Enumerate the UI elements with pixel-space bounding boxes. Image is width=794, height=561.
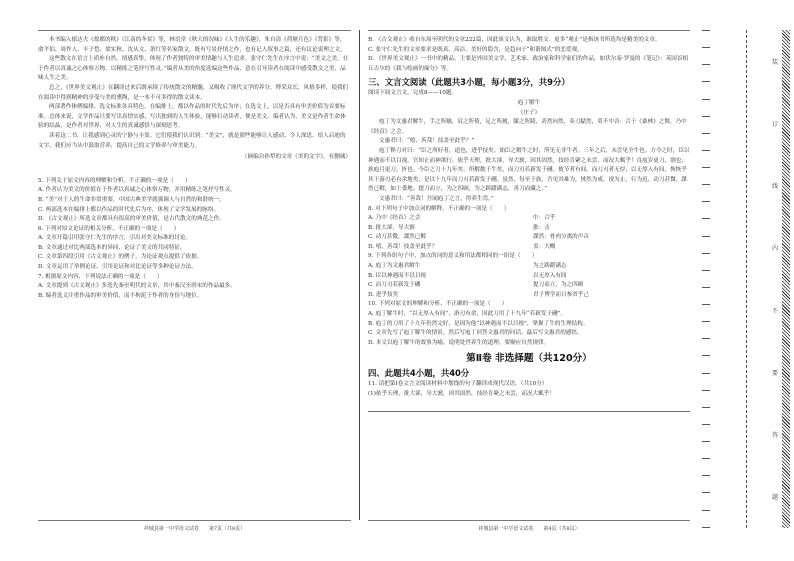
section-heading: 四、此题共4小题，共40分 [368, 368, 470, 379]
question-option: D. 文章运用了举例论证、引用论证和对比论证等多种论证方法。 [38, 264, 197, 271]
question-option: D. 《古文观止》所选文章都具有很高的审美价值，是古代散文的典范之作。 [38, 216, 225, 223]
binding-cut-line [746, 30, 747, 528]
question-stem: 10. 下列对原文的理解和分析，不正确的一项是（ ） [368, 301, 508, 308]
binding-mark: 订 [771, 120, 778, 128]
question-stem: 9. 下列各组句子中，加点的词的意义和用法都相同的一组是（ ） [368, 253, 538, 260]
q8-option: B. 批大郤，导大窾 [368, 224, 415, 231]
q9-pair: 提刀而立，为之四顾 [533, 282, 584, 289]
question-stem: 8. 对下列句子中加点词的解释，不正确的一项是（ ） [368, 205, 510, 212]
reading-paragraph: 读着这二书，让我感到心灵的宁静与丰盈。它们使我们认识到：“美文”，就是那些能够让人感动、令人深思、给人启迪的文字，我们应当从中汲取营养，提高自己的文学修养与审美能力。 [38, 132, 346, 149]
passage-paragraph: 庖丁为文惠君解牛，手之所触，肩之所倚，足之所履，膝之所踦，砉然向然，奏刀騞然，莫不中音：合于《桑林》之舞，乃中《经首》之会。 [368, 119, 687, 135]
q8-options [368, 214, 690, 252]
question-option: D. 本文以庖丁解牛的故事为喻，说明处世养生的道理，要顺应自然规律。 [368, 339, 550, 346]
margin-ticks [702, 30, 714, 528]
answer-line[interactable] [368, 402, 690, 412]
question-option: B. 庖丁的刀用了十九年仍然完好，是因为他“以神遇而不以目视”，掌握了牛的生理结构。 [368, 320, 589, 327]
binding-mark: 要 [771, 369, 778, 377]
bottom-rule-right [368, 520, 690, 521]
q9-option: C. 而刀刃若新发于硎 [368, 282, 421, 289]
part-two-title: 第Ⅱ卷 非选择题（共120分） [466, 353, 592, 365]
q8-option: C. 动刀甚微，謋然已解 [368, 234, 426, 241]
question-option: B. 文章通过对比两部选本的异同，论证了美文的共同特征。 [38, 244, 186, 251]
q8-option: A. 乃中《经首》之会 [368, 215, 421, 222]
q9-option: D. 进乎技矣 [368, 291, 399, 298]
top-rule-right [368, 30, 690, 31]
binding-mark: 内 [771, 245, 778, 253]
q8-option: D. 嘻，善哉！技盖至此乎？ [368, 243, 438, 250]
q9-option: A. 庖丁为文惠君解牛 [368, 263, 421, 270]
footer-left: 祥城县第一中学语文试卷 第7页（共8页） [143, 526, 246, 532]
passage-paragraph: 文惠君曰：“嘻，善哉！技盖至此乎？” [379, 138, 475, 145]
passage-author: 《庄子》 [517, 109, 541, 116]
question-option: A. 文章开篇引用张守仁先生的序言，引出对美文标准的讨论。 [38, 235, 192, 242]
question-option: A. 庖丁解牛时，“以无厚入有间”，游刃有余，因此刀用了十九年“若新发于硎”。 [368, 311, 567, 318]
bottom-rule-left [38, 520, 351, 521]
q9-pair: 君子博学而日参省乎己 [533, 291, 589, 298]
reading-paragraph: 本书编入郁达夫《故都的秋》《江南的冬景》等，林语堂《秋天的况味》《人生的乐趣》，朱自清《荷塘月色》《背影》等，俞平伯、周作人、丰子恺、梁实秋、沈从文、萧红等名家散文，既有写景抒情之作，也有记人叙事之篇，还有议论说理之文。 [38, 37, 346, 53]
question-stem: 11. 请把第Ⅰ卷文言文阅读材料中划线的句子翻译成现代汉语。（共10分） [368, 381, 548, 388]
binding-mark: 不 [771, 307, 778, 315]
passage-paragraph: 庖丁释刀对曰：“臣之所好者，道也，进乎技矣。始臣之解牛之时，所见无非牛者。三年之后，未尝见全牛也。方今之时，臣以神遇而不以目视，官知止而神欲行。依乎天理，批大郤，导大窾，因其固然，技经肯綮之未尝，而况大軱乎！良庖岁更刀，割也；族庖月更刀，折也。今臣之刀十九年矣，所解数千牛矣，而刀刃若新发于硎。彼节者有间，而刀刃者无厚；以无厚入有间，恢恢乎其于游刃必有余地矣，是以十九年而刀刃若新发于硎。虽然，每至于族，吾见其难为，怵然为戒，视为止，行为迟。动刀甚微，謋然已解，如土委地。提刀而立，为之四顾，为之踌躇满志，善刀而藏之。” [368, 147, 690, 193]
q9-option: B. 臣以神遇而不以目视 [368, 272, 427, 279]
binding-mark: 答 [771, 432, 778, 440]
question-option: C. 两部选本在编排上都以作品的时代先后为序，体现了文学发展的脉络。 [38, 206, 220, 213]
binding-mark: 线 [771, 183, 778, 191]
reading-paragraph: 这些散文在语言上质朴自然，情感真挚，体现了作者独特的审美情趣与人生追求。张守仁先生在序言中说：“美文之美，在于作者以真诚之心体察万物，以精练之笔抒写性灵。”编者从美的角度选编这些作品，意在引导读者在阅读中感受散文之美、品味人生之美。 [38, 56, 349, 82]
q8-gloss: 批：击 [533, 224, 550, 231]
question-option: D. 《世界美文观止》一书中的精品，主要是外国美文学、艺术家、政治家和科学家们的作品，如伏尔泰·罗曼的《笔记》：英国首相丘吉尔的《我与绘画的缘分》等。 [368, 56, 689, 72]
section-heading: 三、文言文阅读（此题共3小题，每小题3分，共9分） [368, 77, 570, 88]
question-option: B. “美”对于人的生命非常重要，中国古典美学就强调人与自然的和谐统一。 [38, 196, 225, 203]
question-option: C. 文章第四段引用《古文观止》的例子，为论证观点提供了依据。 [38, 254, 203, 261]
question-subitem: (1)依乎天理，批大郤，导大窾，因其固然，技经肯綮之未尝，而况大軱乎！ [368, 391, 555, 397]
source-note: （摘编自孙犁的文章《美的文字》，有删减） [241, 154, 351, 161]
question-option: A. 文章提到《古文观止》多选先秦至明代的文章，其中秦汉至唐宋的作品最多。 [38, 283, 236, 290]
question-option: B. 《古文观止》收自东周至明代的文章222篇，因此该文认为，谁取胜文。更多“观止”是指该书所选均是精美的文章。 [368, 37, 661, 43]
reading-paragraph: 两部著作体例编排、选文标准各具特色。在编排上，都以作品的时代先后为序；在选文上，以是否具有审美价值为首要标准。总体来说，文学作品只要写出真情实感、写出独到的人生体验，能够打动读者，便是美文。编者认为，美文是作者生命体验的结晶，是作者对世界、对人生的真诚感悟与深刻思考。 [38, 104, 346, 130]
q9-options [368, 262, 690, 300]
q8-gloss: 盖：大概 [533, 243, 556, 250]
column-divider [359, 30, 360, 520]
binding-mark: 题 [771, 494, 778, 502]
question-option: C. 张守仁先生的文章要求是既真、高洁、美好的隐含，是趋向于“和谐图式”的恋爱观。 [368, 46, 583, 53]
section-instruction: 阅读下面文言文，完成8——10题。 [368, 90, 457, 97]
right-column [368, 36, 690, 414]
question-option: A. 作者认为美文的价值在于作者以真诚之心体察万物，并用精练之笔抒写性灵。 [38, 187, 236, 194]
left-column [38, 36, 351, 301]
binding-hatch-strip [782, 30, 790, 528]
passage-paragraph: 文惠君曰：“善哉！吾闻庖丁之言，得养生焉。” [379, 195, 494, 202]
question-stem: 6. 下列对原文论证的相关分析，不正确的一项是（ ） [38, 225, 180, 232]
binding-mark: 装 [771, 58, 778, 66]
question-option: B. 编者选文注重作品的审美价值，而不拘泥于作者的身份与地位。 [38, 292, 203, 299]
q8-gloss: 中：合乎 [533, 215, 556, 222]
footer-right: 祥城县第一中学语文试卷 第4页（共8页） [478, 526, 580, 532]
reading-paragraph: 总之，《世界美文观止》在翻译过来后既承续了传统散文的精髓，又吸收了现代文学的养分，博采众长，风格多样，使我们在阅读中得到精神的享受与美的熏陶，是一本不可多得的散文读本。 [38, 84, 349, 101]
q9-pair: 为之踌躇满志 [533, 263, 567, 270]
q9-pair: 以无厚入有间 [533, 272, 567, 279]
q8-gloss: 謋然：骨肉分离的声音 [533, 234, 589, 241]
top-rule-left [38, 30, 351, 31]
question-stem: 5. 下列关于原文内容的理解和分析，不正确的一项是（ ） [38, 177, 191, 184]
question-stem: 7. 根据原文内容，下列说法正确的一项是（ ） [38, 273, 163, 280]
question-option: C. 文章先写了庖丁解牛的情景，然后写庖丁回答文惠君的问话，最后写文惠君的感悟。 [368, 330, 583, 337]
passage-title: 庖丁解牛 [517, 99, 541, 106]
